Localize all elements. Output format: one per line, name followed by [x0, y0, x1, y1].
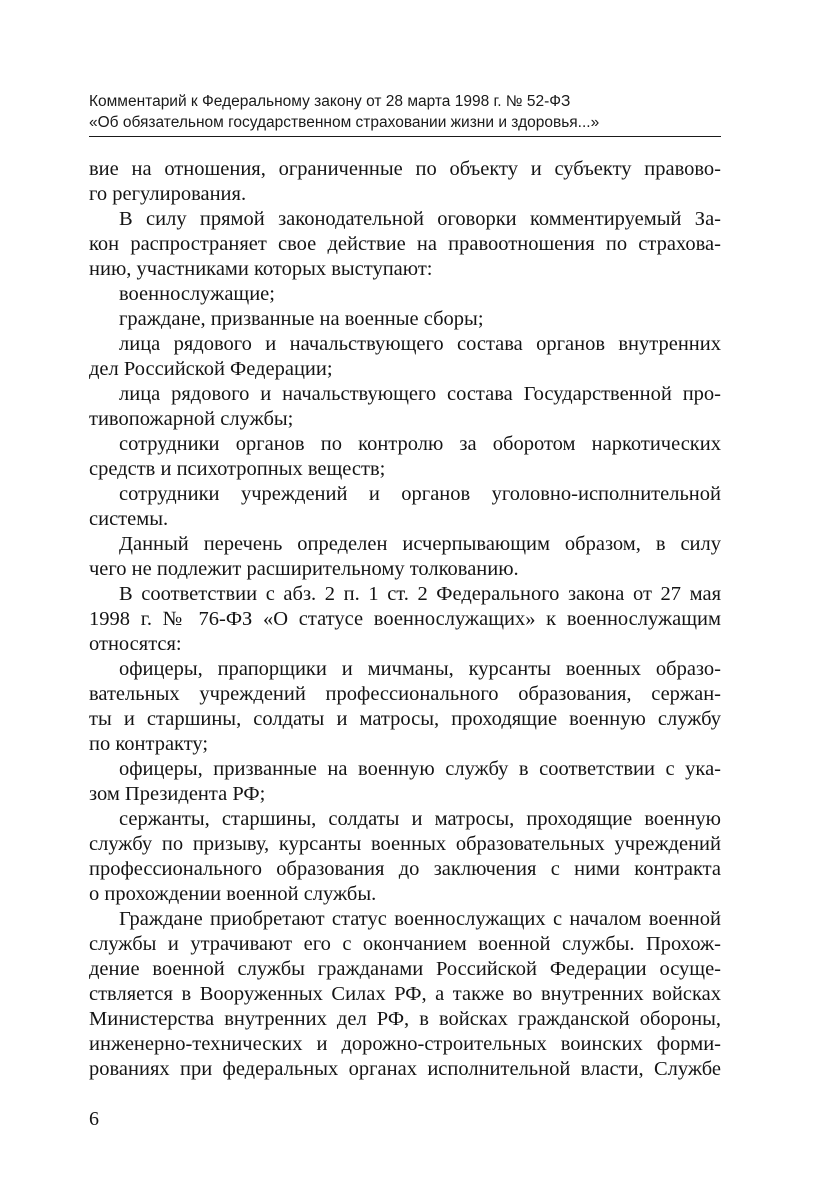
- text-line: чего не подлежит расширительному толкованию.: [89, 558, 519, 580]
- text-line: профессионального образования до заключения с ними контракта: [89, 858, 721, 880]
- text-line: вие на отношения, ограниченные по объекту и субъекту правово-: [89, 158, 721, 180]
- text-line: средств и психотропных веществ;: [89, 458, 386, 480]
- text-line: дел Российской Федерации;: [89, 358, 333, 380]
- text-line: относятся:: [89, 633, 182, 655]
- text-line: лица рядового и начальствующего состава органов внутренних: [119, 333, 721, 355]
- text-line: граждане, призванные на военные сборы;: [119, 308, 484, 330]
- text-line: 1998 г. № 76-ФЗ «О статусе военнослужащих» к военнослужащим: [89, 608, 721, 630]
- text-line: го регулирования.: [89, 183, 247, 205]
- text-line: Министерства внутренних дел РФ, в войсках гражданской обороны,: [89, 1008, 721, 1030]
- text-line: офицеры, прапорщики и мичманы, курсанты военных образо-: [119, 658, 721, 680]
- text-line: сотрудники органов по контролю за оборотом наркотических: [119, 433, 721, 455]
- running-header: [89, 91, 729, 133]
- header-divider: [89, 136, 721, 137]
- running-header-line-2: «Об обязательном государственном страховании жизни и здоровья...»: [89, 114, 600, 131]
- text-line: кон распространяет свое действие на правоотношения по страхова-: [89, 233, 721, 255]
- text-line: военнослужащие;: [119, 283, 275, 305]
- body-text: [89, 157, 721, 1082]
- text-line: лица рядового и начальствующего состава Государственной про-: [119, 383, 721, 405]
- text-line: ты и старшины, солдаты и матросы, проходящие военную службу: [89, 708, 721, 730]
- text-line: Граждане приобретают статус военнослужащих с началом военной: [119, 908, 721, 930]
- text-line: дение военной службы гражданами Российской Федерации осуще-: [89, 958, 721, 980]
- text-line: Данный перечень определен исчерпывающим образом, в силу: [119, 533, 721, 555]
- text-line: В силу прямой законодательной оговорки комментируемый За-: [119, 208, 721, 230]
- text-line: В соответствии с абз. 2 п. 1 ст. 2 Федерального закона от 27 мая: [119, 583, 721, 605]
- text-line: службы и утрачивают его с окончанием военной службы. Прохож-: [89, 933, 721, 955]
- text-line: системы.: [89, 508, 169, 530]
- text-line: вательных учреждений профессионального образования, сержан-: [89, 683, 721, 705]
- running-header-line-1: Комментарий к Федеральному закону от 28 марта 1998 г. № 52-ФЗ: [89, 93, 571, 110]
- text-line: офицеры, призванные на военную службу в соответствии с ука-: [119, 758, 721, 780]
- text-line: нию, участниками которых выступают:: [89, 258, 433, 280]
- text-line: рованиях при федеральных органах исполнительной власти, Службе: [89, 1058, 721, 1080]
- text-line: сержанты, старшины, солдаты и матросы, проходящие военную: [119, 808, 721, 830]
- text-line: о прохождении военной службы.: [89, 883, 377, 905]
- text-line: по контракту;: [89, 733, 209, 755]
- text-line: зом Президента РФ;: [89, 783, 266, 805]
- text-line: инженерно-технических и дорожно-строительных воинских форми-: [89, 1033, 721, 1055]
- text-line: службу по призыву, курсанты военных образовательных учреждений: [89, 833, 721, 855]
- text-line: сотрудники учреждений и органов уголовно-исполнительной: [119, 483, 721, 505]
- text-line: ствляется в Вооруженных Силах РФ, а также во внутренних войсках: [89, 983, 721, 1005]
- page-number: 6: [89, 1108, 99, 1130]
- text-line: тивопожарной службы;: [89, 408, 294, 430]
